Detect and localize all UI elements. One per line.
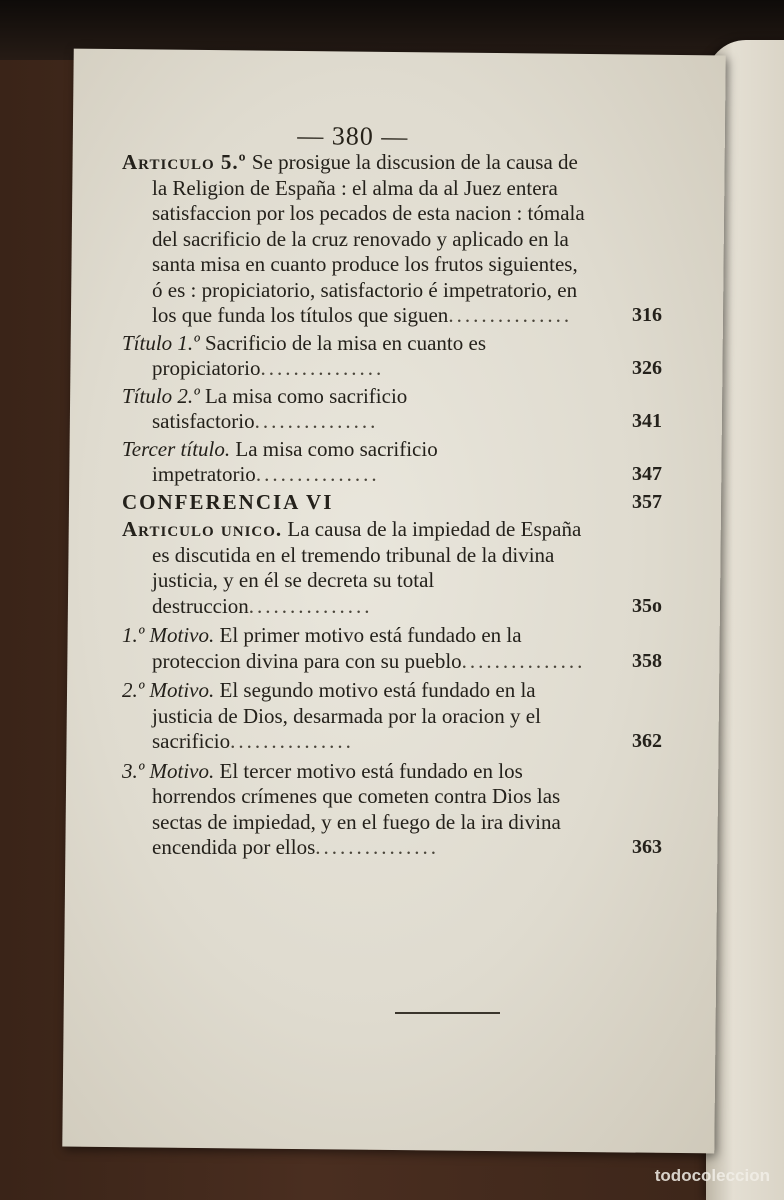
toc-entry-articulo-unico (122, 517, 662, 619)
entry-lead: Articulo 5.º (122, 150, 247, 174)
entry-lead: Articulo unico. (122, 517, 283, 541)
entry-lead: 1.º Motivo. (122, 623, 215, 647)
entry-page: 35o (632, 594, 662, 617)
entry-page: 326 (632, 357, 662, 379)
toc-entry-motivo-2 (122, 678, 662, 755)
leader-dots: ............... (248, 593, 373, 618)
toc-entry-titulo-2 (122, 384, 662, 435)
entry-page: 362 (632, 730, 662, 752)
entry-lead: Título 1.º (122, 330, 200, 355)
entry-text: El segundo motivo está fundado en la justicia de Dios, desarmada por la oracion y el sacrificio (152, 678, 541, 753)
entry-lead: Tercer título. (122, 436, 231, 461)
toc-entry-conferencia-vi (122, 490, 662, 516)
end-rule (395, 1012, 500, 1014)
entry-lead: 2.º Motivo. (122, 678, 215, 702)
toc-entry-motivo-1 (122, 623, 662, 674)
entry-text: Sacrificio de la misa en cuanto es propiciatorio (152, 330, 487, 380)
entry-page: 316 (632, 304, 662, 326)
watermark: todocoleccion (654, 1166, 770, 1185)
entry-page: 357 (632, 490, 662, 513)
toc-entry-tercer-titulo (122, 437, 662, 488)
entry-text: La misa como sacrificio satisfactorio (152, 383, 408, 433)
entry-text: El tercer motivo está fundado en los horrendos crímenes que cometen contra Dios las sectas de impiedad, y en el fuego de la ira divina encendida por ellos (152, 758, 561, 859)
leader-dots: ............... (230, 729, 354, 753)
leader-dots: ............... (315, 835, 440, 859)
entry-page: 347 (632, 463, 662, 485)
entry-text: La misa como sacrificio impetratorio (152, 436, 438, 486)
leader-dots: ............... (448, 303, 573, 327)
entry-page: 341 (632, 410, 662, 432)
entry-text: La causa de la impiedad de España es discutida en el tremendo tribunal de la divina justicia, y en él se decreta su total destruccion (152, 517, 582, 618)
entry-lead: Título 2.º (122, 383, 200, 408)
leader-dots: ............... (461, 648, 586, 673)
toc-entry-articulo-5 (122, 150, 662, 329)
toc-entry-titulo-1 (122, 331, 662, 382)
leader-dots: ............... (254, 409, 379, 433)
table-of-contents (122, 150, 662, 861)
page-number: — 380 — (297, 120, 409, 152)
leader-dots: ............... (255, 462, 380, 486)
entry-text: Se prosigue la discusion de la causa de la Religion de España : el alma da al Juez entera satisfaccion por los pecados de esta nacion : tómala del sacrificio de la cruz renovado y aplicado en la santa misa en cuanto produce los frutos siguientes, ó es : propiciatorio, satisfactorio é impetratorio, en los que funda los títulos que siguen (152, 150, 585, 327)
entry-page: 358 (632, 649, 662, 672)
entry-page: 363 (632, 836, 662, 858)
entry-lead: CONFERENCIA VI (122, 489, 334, 514)
toc-entry-motivo-3 (122, 759, 662, 861)
entry-lead: 3.º Motivo. (122, 758, 215, 783)
leader-dots: ............... (260, 356, 385, 380)
entry-text: El primer motivo está fundado en la proteccion divina para con su pueblo (152, 623, 522, 673)
